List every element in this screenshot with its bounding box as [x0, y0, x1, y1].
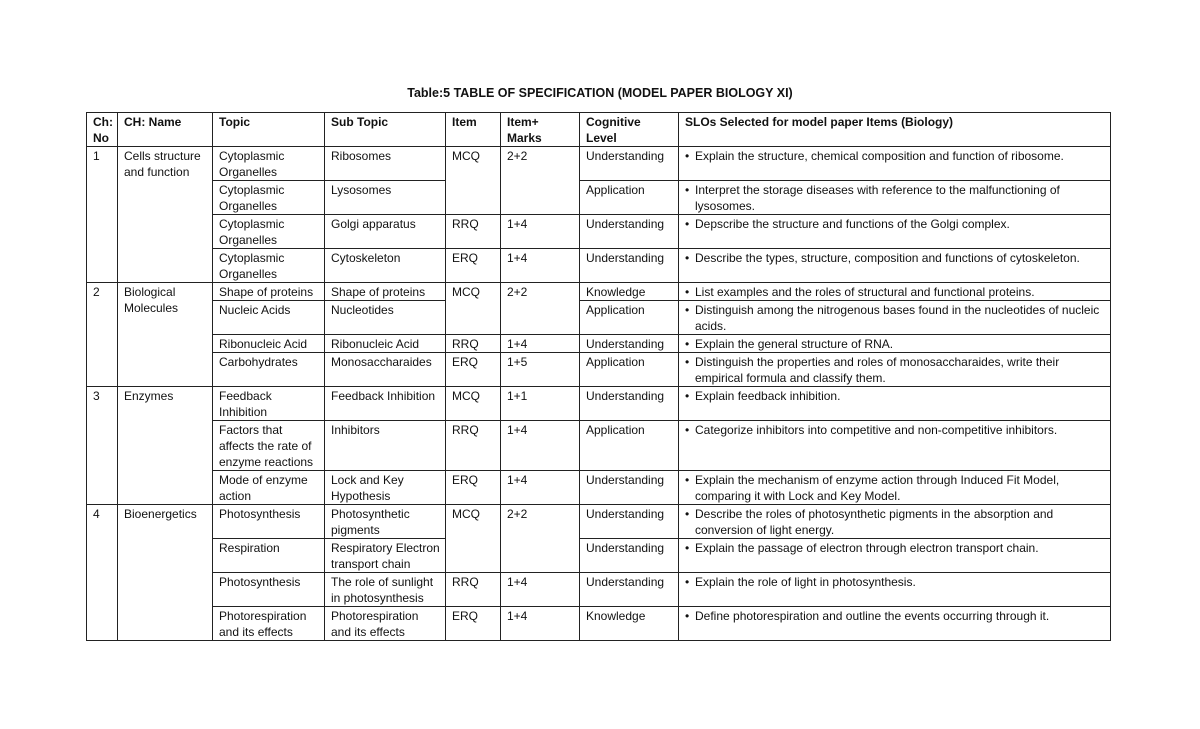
cognitive-level-cell: Understanding	[580, 335, 679, 353]
slo-text: • Explain the mechanism of enzyme action through Induced Fit Model, comparing it with Lock and Key Model.	[685, 472, 1105, 504]
marks-cell: 1+5	[501, 353, 580, 387]
header-marks: Item+ Marks	[501, 113, 580, 147]
cognitive-level-cell: Understanding	[580, 505, 679, 539]
slo-text: • Explain feedback inhibition.	[685, 388, 1105, 404]
sub-topic-cell: The role of sunlight in photosynthesis	[325, 573, 446, 607]
chapter-name: Bioenergetics	[118, 505, 213, 641]
slo-cell	[679, 301, 1111, 335]
chapter-number: 3	[87, 387, 118, 505]
topic-cell: Shape of proteins	[213, 283, 325, 301]
slo-text: • Explain the general structure of RNA.	[685, 336, 1105, 352]
header-topic: Topic	[213, 113, 325, 147]
marks-cell: 1+1	[501, 387, 580, 421]
chapter-name: Enzymes	[118, 387, 213, 505]
cognitive-level-cell: Understanding	[580, 573, 679, 607]
cognitive-level-cell: Application	[580, 353, 679, 387]
cognitive-level-cell: Understanding	[580, 471, 679, 505]
cognitive-level-cell: Understanding	[580, 387, 679, 421]
slo-text: • Depscribe the structure and functions of the Golgi complex.	[685, 216, 1105, 232]
table-row	[87, 353, 1111, 387]
sub-topic-cell: Photorespiration and its effects	[325, 607, 446, 641]
sub-topic-cell: Shape of proteins	[325, 283, 446, 301]
marks-cell: 1+4	[501, 215, 580, 249]
topic-cell: Photosynthesis	[213, 573, 325, 607]
header-row	[87, 113, 1111, 147]
table-row	[87, 421, 1111, 471]
item-cell: ERQ	[446, 353, 501, 387]
marks-cell: 1+4	[501, 471, 580, 505]
slo-text: • Explain the structure, chemical composition and function of ribosome.	[685, 148, 1105, 164]
sub-topic-cell: Photosynthetic pigments	[325, 505, 446, 539]
slo-text: • Explain the role of light in photosynthesis.	[685, 574, 1105, 590]
header-item: Item	[446, 113, 501, 147]
table-row	[87, 607, 1111, 641]
marks-cell: 2+2	[501, 147, 580, 215]
marks-cell: 1+4	[501, 573, 580, 607]
item-cell: ERQ	[446, 471, 501, 505]
table-row	[87, 147, 1111, 181]
topic-cell: Cytoplasmic Organelles	[213, 147, 325, 181]
cognitive-level-cell: Application	[580, 181, 679, 215]
slo-cell	[679, 573, 1111, 607]
slo-cell	[679, 181, 1111, 215]
slo-text: • Define photorespiration and outline the events occurring through it.	[685, 608, 1105, 624]
item-cell: RRQ	[446, 215, 501, 249]
marks-cell: 2+2	[501, 283, 580, 335]
slo-cell	[679, 147, 1111, 181]
table-row	[87, 301, 1111, 335]
table-row	[87, 215, 1111, 249]
slo-cell	[679, 215, 1111, 249]
header-ch-no: Ch: No	[87, 113, 118, 147]
table-row	[87, 181, 1111, 215]
topic-cell: Factors that affects the rate of enzyme reactions	[213, 421, 325, 471]
slo-text: • List examples and the roles of structural and functional proteins.	[685, 284, 1105, 300]
slo-cell	[679, 505, 1111, 539]
sub-topic-cell: Golgi apparatus	[325, 215, 446, 249]
table-row	[87, 471, 1111, 505]
slo-cell	[679, 471, 1111, 505]
page-title: Table:5 TABLE OF SPECIFICATION (MODEL PAPER BIOLOGY XI)	[407, 86, 793, 100]
chapter-number: 4	[87, 505, 118, 641]
item-cell: ERQ	[446, 607, 501, 641]
table-row	[87, 283, 1111, 301]
cognitive-level-cell: Understanding	[580, 147, 679, 181]
cognitive-level-cell: Knowledge	[580, 283, 679, 301]
cognitive-level-cell: Understanding	[580, 539, 679, 573]
topic-cell: Cytoplasmic Organelles	[213, 181, 325, 215]
chapter-name: Biological Molecules	[118, 283, 213, 387]
sub-topic-cell: Ribonucleic Acid	[325, 335, 446, 353]
slo-cell	[679, 421, 1111, 471]
topic-cell: Cytoplasmic Organelles	[213, 249, 325, 283]
topic-cell: Carbohydrates	[213, 353, 325, 387]
slo-text: • Interpret the storage diseases with reference to the malfunctioning of lysosomes.	[685, 182, 1105, 214]
slo-cell	[679, 283, 1111, 301]
sub-topic-cell: Respiratory Electron transport chain	[325, 539, 446, 573]
topic-cell: Photorespiration and its effects	[213, 607, 325, 641]
sub-topic-cell: Feedback Inhibition	[325, 387, 446, 421]
chapter-number: 1	[87, 147, 118, 283]
header-sub-topic: Sub Topic	[325, 113, 446, 147]
slo-cell	[679, 353, 1111, 387]
table-row	[87, 539, 1111, 573]
item-cell: RRQ	[446, 573, 501, 607]
slo-cell	[679, 335, 1111, 353]
slo-text: • Describe the roles of photosynthetic pigments in the absorption and conversion of light energy.	[685, 506, 1105, 538]
sub-topic-cell: Monosaccharaides	[325, 353, 446, 387]
cognitive-level-cell: Knowledge	[580, 607, 679, 641]
sub-topic-cell: Ribosomes	[325, 147, 446, 181]
sub-topic-cell: Inhibitors	[325, 421, 446, 471]
cognitive-level-cell: Understanding	[580, 249, 679, 283]
header-slos: SLOs Selected for model paper Items (Biology)	[679, 113, 1111, 147]
cognitive-level-cell: Application	[580, 421, 679, 471]
marks-cell: 1+4	[501, 249, 580, 283]
specification-table	[86, 112, 1111, 641]
topic-cell: Nucleic Acids	[213, 301, 325, 335]
header-cognitive-level: Cognitive Level	[580, 113, 679, 147]
sub-topic-cell: Cytoskeleton	[325, 249, 446, 283]
item-cell: MCQ	[446, 505, 501, 573]
topic-cell: Cytoplasmic Organelles	[213, 215, 325, 249]
slo-text: • Categorize inhibitors into competitive and non-competitive inhibitors.	[685, 422, 1105, 438]
item-cell: ERQ	[446, 249, 501, 283]
table-row	[87, 335, 1111, 353]
item-cell: MCQ	[446, 147, 501, 215]
item-cell: MCQ	[446, 387, 501, 421]
cognitive-level-cell: Application	[580, 301, 679, 335]
topic-cell: Photosynthesis	[213, 505, 325, 539]
slo-cell	[679, 249, 1111, 283]
item-cell: RRQ	[446, 421, 501, 471]
slo-text: • Distinguish the properties and roles of monosaccharaides, write their empirical formula and classify them.	[685, 354, 1105, 386]
item-cell: MCQ	[446, 283, 501, 335]
topic-cell: Ribonucleic Acid	[213, 335, 325, 353]
marks-cell: 2+2	[501, 505, 580, 573]
item-cell: RRQ	[446, 335, 501, 353]
marks-cell: 1+4	[501, 335, 580, 353]
table-row	[87, 573, 1111, 607]
slo-text: • Explain the passage of electron through electron transport chain.	[685, 540, 1105, 556]
chapter-number: 2	[87, 283, 118, 387]
marks-cell: 1+4	[501, 607, 580, 641]
topic-cell: Mode of enzyme action	[213, 471, 325, 505]
topic-cell: Respiration	[213, 539, 325, 573]
slo-text: • Distinguish among the nitrogenous bases found in the nucleotides of nucleic acids.	[685, 302, 1105, 334]
sub-topic-cell: Lock and Key Hypothesis	[325, 471, 446, 505]
table-row	[87, 249, 1111, 283]
table-row	[87, 387, 1111, 421]
slo-cell	[679, 387, 1111, 421]
topic-cell: Feedback Inhibition	[213, 387, 325, 421]
slo-cell	[679, 607, 1111, 641]
header-ch-name: CH: Name	[118, 113, 213, 147]
slo-text: • Describe the types, structure, composition and functions of cytoskeleton.	[685, 250, 1105, 266]
table-row	[87, 505, 1111, 539]
slo-cell	[679, 539, 1111, 573]
sub-topic-cell: Nucleotides	[325, 301, 446, 335]
chapter-name: Cells structure and function	[118, 147, 213, 283]
cognitive-level-cell: Understanding	[580, 215, 679, 249]
marks-cell: 1+4	[501, 421, 580, 471]
sub-topic-cell: Lysosomes	[325, 181, 446, 215]
